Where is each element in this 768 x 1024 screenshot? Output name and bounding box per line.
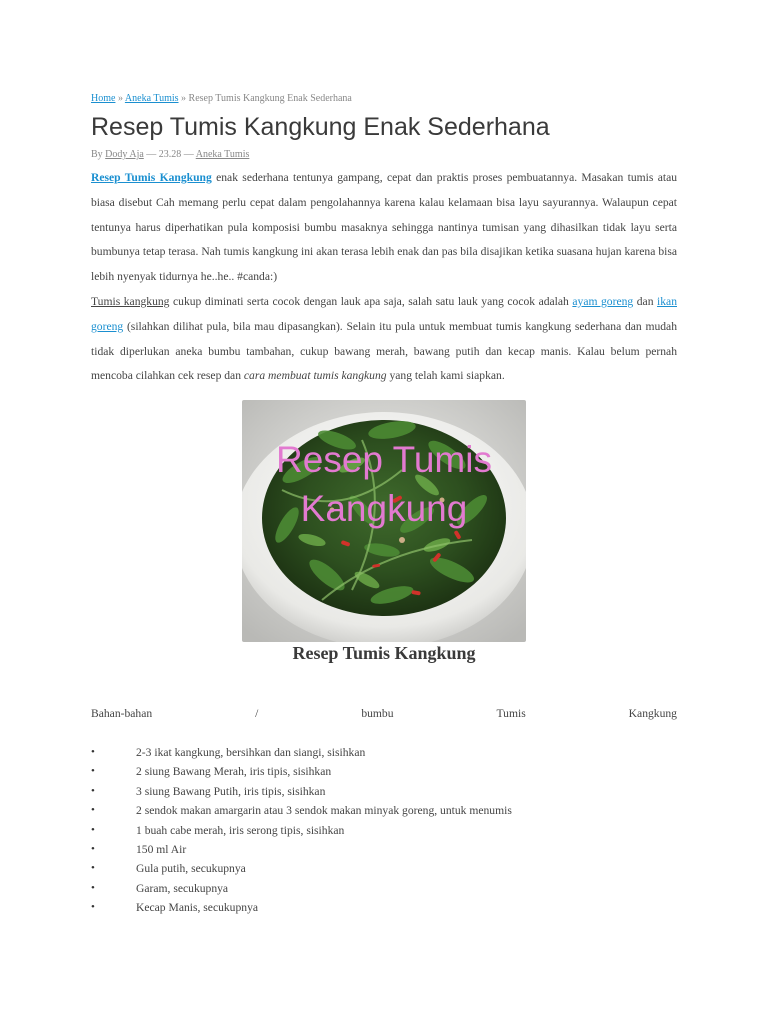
breadcrumb-home-link[interactable]: Home (91, 93, 116, 104)
recipe-image (242, 400, 526, 642)
page-title: Resep Tumis Kangkung Enak Sederhana (91, 113, 550, 141)
kangkung-dish-illustration (242, 400, 526, 642)
breadcrumb-separator: » (181, 93, 187, 104)
breadcrumb-category-link[interactable]: Aneka Tumis (124, 93, 179, 104)
breadcrumb (91, 93, 352, 104)
list-item: • Kecap Manis, secukupnya (91, 901, 512, 920)
recipe-link[interactable]: Resep Tumis Kangkung (91, 171, 212, 184)
image-caption: Resep Tumis Kangkung (292, 643, 476, 663)
heading-word: Kangkung (628, 707, 677, 720)
list-item: • Gula putih, secukupnya (91, 862, 512, 881)
ingredients-list (91, 746, 512, 921)
list-item: • 2 siung Bawang Merah, iris tipis, sisihkan (91, 765, 512, 784)
second-paragraph (91, 290, 677, 389)
ayam-goreng-link[interactable]: ayam goreng (572, 295, 634, 308)
image-overlay-line2: Kangkung (300, 488, 468, 529)
heading-word: / (255, 707, 259, 720)
list-item: • 150 ml Air (91, 843, 512, 862)
list-item: • 1 buah cabe merah, iris serong tipis, sisihkan (91, 824, 512, 843)
meta-category-link[interactable]: Aneka Tumis (195, 149, 250, 160)
meta-dash: — (183, 149, 194, 160)
breadcrumb-current: Resep Tumis Kangkung Enak Sederhana (188, 93, 352, 104)
meta-author-link[interactable]: Dody Aja (105, 149, 144, 160)
meta-by-label: By (91, 149, 103, 160)
meta-dash: — (146, 149, 157, 160)
list-item: • Garam, secukupnya (91, 882, 512, 901)
ingredients-heading (91, 707, 677, 720)
tumis-kangkung-lead: Tumis kangkung (91, 295, 170, 308)
ikan-goreng-link[interactable]: ikan goreng (91, 295, 677, 333)
paragraph-text: yang telah kami siapkan. (386, 369, 505, 383)
meta-time: 23.28 (158, 149, 182, 160)
breadcrumb-separator: » (117, 93, 123, 104)
list-item: • 3 siung Bawang Putih, iris tipis, sisihkan (91, 785, 512, 804)
paragraph-text: (silahkan dilihat pula, bila mau dipasangkan). Selain itu pula untuk membuat tumis kangkung sederhana dan mudah tidak diperlukan aneka bumbu tambahan, cukup bawang merah, bawang putih dan kecap manis. Kalau belum pernah mencoba cilahkan cek resep dan (91, 319, 677, 383)
list-item: • 2-3 ikat kangkung, bersihkan dan siangi, sisihkan (91, 746, 512, 765)
list-item: • 2 sendok makan amargarin atau 3 sendok makan minyak goreng, untuk menumis (91, 804, 512, 823)
intro-paragraph (91, 166, 677, 290)
heading-word: bumbu (361, 707, 394, 720)
post-meta (91, 149, 249, 160)
image-overlay-line1: Resep Tumis (276, 439, 492, 480)
heading-word: Bahan-bahan (91, 707, 153, 720)
paragraph-text: dan (633, 295, 658, 308)
italic-recipe-phrase: cara membuat tumis kangkung (243, 369, 387, 383)
intro-text: enak sederhana tentunya gampang, cepat dan praktis proses pembuatannya. Masakan tumis atau biasa disebut Cah memang perlu cepat dalam pengolahannya karena kalau kelamaan bisa layu sayurannya. Walaupun cepat tentunya harus diperhatikan pula komposisi bumbu masaknya sehingga nantinya tumisan yang dihasilkan tidak layu serta bumbunya tetap terasa. Nah tumis kangkung ini akan terasa lebih enak dan pas bila disajikan ketika suasana hujan karena bisa lebih nyenyak tidurnya he..he.. #canda:) (91, 171, 678, 284)
heading-word: Tumis (496, 707, 526, 720)
paragraph-text: cukup diminati serta cocok dengan lauk apa saja, salah satu lauk yang cocok adalah (169, 295, 573, 308)
